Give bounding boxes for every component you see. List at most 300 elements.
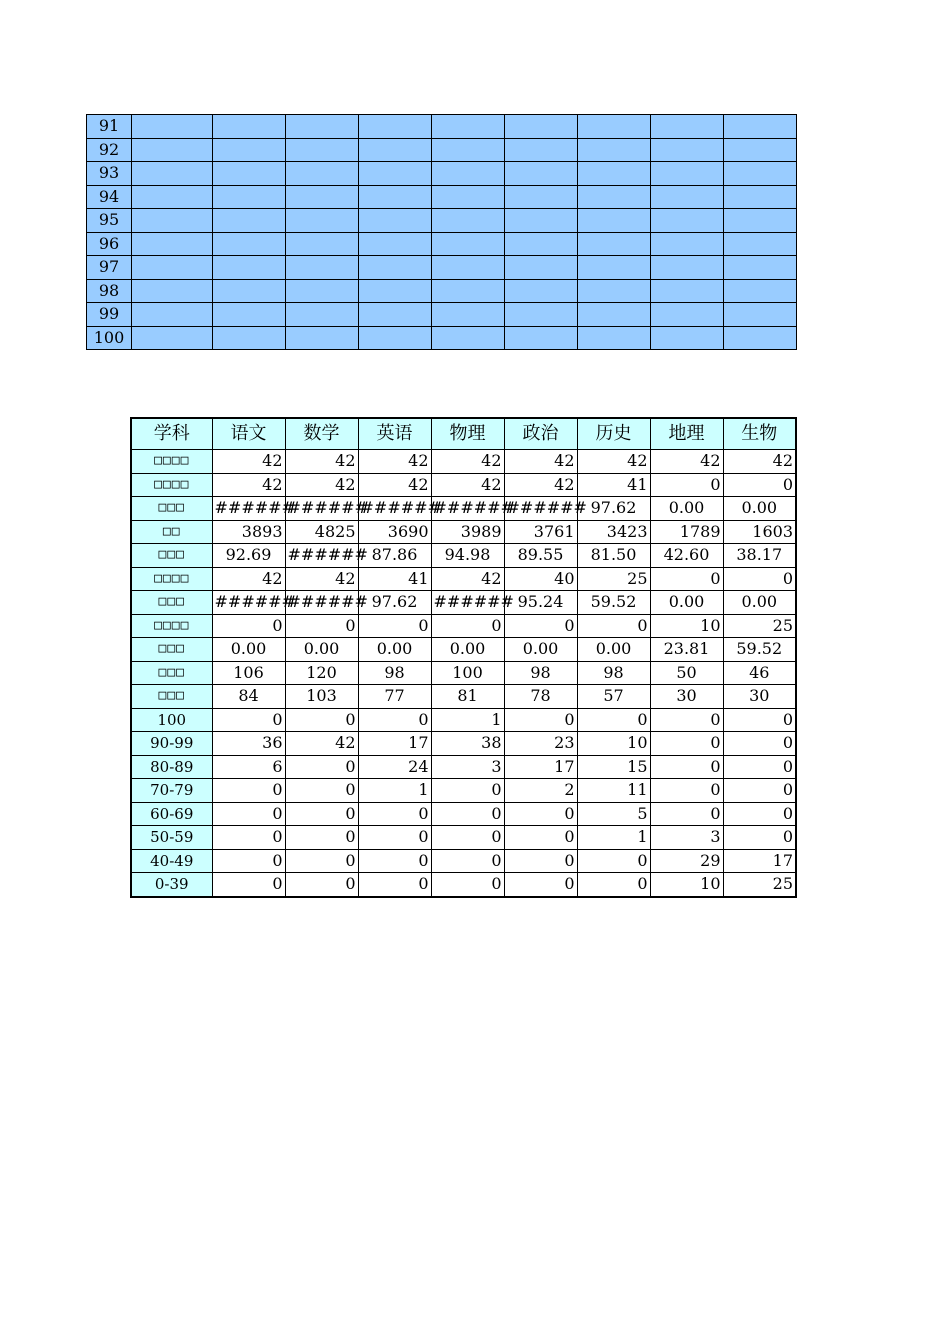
grid-cell[interactable] [505,279,578,303]
value-cell[interactable]: 98 [504,661,577,685]
value-cell[interactable]: 97.62 [358,591,431,615]
value-cell[interactable]: 0 [212,802,285,826]
value-cell[interactable]: ###### [212,497,285,521]
value-cell[interactable]: 0 [723,473,796,497]
value-cell[interactable]: 0.00 [358,638,431,662]
value-cell[interactable]: 1 [431,708,504,732]
grid-cell[interactable] [724,303,797,327]
value-cell[interactable]: ###### [212,591,285,615]
grid-row [87,256,797,280]
value-cell[interactable]: 0 [650,567,723,591]
value-cell[interactable]: 0 [358,802,431,826]
value-cell[interactable]: 42 [212,567,285,591]
value-cell[interactable]: 0 [577,849,650,873]
grid-cell[interactable] [724,279,797,303]
header-cell-subject[interactable]: 学科 [131,418,212,450]
value-cell[interactable]: 3893 [212,520,285,544]
value-cell[interactable]: 0 [212,614,285,638]
grid-cell[interactable] [651,162,724,186]
grid-cell[interactable] [724,326,797,350]
grid-cell[interactable] [578,209,651,233]
grid-cell[interactable] [432,115,505,139]
row-label-cell[interactable]: 80-89 [131,755,212,779]
value-cell[interactable]: 100 [431,661,504,685]
value-cell[interactable]: 42.60 [650,544,723,568]
grid-cell[interactable] [213,162,286,186]
value-cell[interactable]: 25 [723,873,796,897]
row-number-cell[interactable]: 98 [87,279,132,303]
value-cell[interactable]: 46 [723,661,796,685]
value-cell[interactable]: 77 [358,685,431,709]
value-cell[interactable]: 3989 [431,520,504,544]
grid-cell[interactable] [578,279,651,303]
grid-cell[interactable] [359,326,432,350]
value-cell[interactable]: ###### [285,497,358,521]
grid-cell[interactable] [286,162,359,186]
score-grid-body [87,115,797,350]
row-number-cell[interactable]: 93 [87,162,132,186]
value-cell[interactable]: 0 [431,614,504,638]
value-cell[interactable]: 0 [723,567,796,591]
grid-cell[interactable] [432,162,505,186]
header-cell[interactable]: 地理 [650,418,723,450]
value-cell[interactable]: 6 [212,755,285,779]
value-cell[interactable]: 0 [431,779,504,803]
grid-cell[interactable] [132,209,213,233]
grid-cell[interactable] [432,232,505,256]
value-cell[interactable]: 42 [212,473,285,497]
value-cell[interactable]: 0 [212,779,285,803]
value-cell[interactable]: 0 [285,755,358,779]
value-cell[interactable]: 23.81 [650,638,723,662]
grid-cell[interactable] [132,256,213,280]
value-cell[interactable]: ###### [285,591,358,615]
value-cell[interactable]: 81.50 [577,544,650,568]
value-cell[interactable]: 36 [212,732,285,756]
grid-cell[interactable] [213,209,286,233]
value-cell[interactable]: 42 [212,450,285,474]
value-cell[interactable]: 0 [431,873,504,897]
stats-row [131,779,796,803]
grid-cell[interactable] [286,232,359,256]
value-cell[interactable]: 3761 [504,520,577,544]
value-cell[interactable]: 120 [285,661,358,685]
value-cell[interactable]: 0 [431,826,504,850]
grid-cell[interactable] [286,209,359,233]
value-cell[interactable]: 41 [577,473,650,497]
grid-cell[interactable] [286,303,359,327]
value-cell[interactable]: 81 [431,685,504,709]
score-grid-table [86,114,797,350]
stats-row [131,497,796,521]
grid-cell[interactable] [724,209,797,233]
grid-cell[interactable] [432,256,505,280]
value-cell[interactable]: 0 [577,873,650,897]
value-cell[interactable]: 23 [504,732,577,756]
grid-cell[interactable] [286,138,359,162]
grid-cell[interactable] [651,279,724,303]
value-cell[interactable]: 30 [650,685,723,709]
value-cell[interactable]: 57 [577,685,650,709]
value-cell[interactable]: 0 [723,826,796,850]
value-cell[interactable]: 0 [504,708,577,732]
value-cell[interactable]: 25 [723,614,796,638]
grid-cell[interactable] [213,256,286,280]
grid-cell[interactable] [724,115,797,139]
grid-cell[interactable] [132,279,213,303]
value-cell[interactable]: 42 [285,567,358,591]
value-cell[interactable]: 0 [285,708,358,732]
value-cell[interactable]: 0 [358,614,431,638]
stats-row [131,614,796,638]
value-cell[interactable]: 42 [504,473,577,497]
grid-cell[interactable] [359,138,432,162]
header-cell[interactable]: 数学 [285,418,358,450]
value-cell[interactable]: 0 [723,779,796,803]
value-cell[interactable]: 98 [358,661,431,685]
grid-cell[interactable] [505,115,578,139]
grid-cell[interactable] [132,232,213,256]
row-label-cell[interactable]: □□□ [131,544,212,568]
stats-row [131,873,796,897]
grid-cell[interactable] [651,256,724,280]
value-cell[interactable]: ###### [431,591,504,615]
value-cell[interactable]: 0 [358,826,431,850]
grid-cell[interactable] [213,279,286,303]
row-label-cell[interactable]: □□□□ [131,614,212,638]
value-cell[interactable]: 0.00 [212,638,285,662]
value-cell[interactable]: 59.52 [577,591,650,615]
grid-cell[interactable] [132,185,213,209]
value-cell[interactable]: 0 [723,732,796,756]
grid-cell[interactable] [132,138,213,162]
value-cell[interactable]: 59.52 [723,638,796,662]
row-label-cell[interactable]: □□□ [131,497,212,521]
row-number-cell[interactable]: 94 [87,185,132,209]
row-label-cell[interactable]: □□□ [131,661,212,685]
grid-cell[interactable] [505,138,578,162]
value-cell[interactable]: 0.00 [504,638,577,662]
grid-cell[interactable] [724,185,797,209]
row-number-cell[interactable]: 92 [87,138,132,162]
value-cell[interactable]: 106 [212,661,285,685]
value-cell[interactable]: 0 [650,473,723,497]
value-cell[interactable]: 17 [504,755,577,779]
value-cell[interactable]: 1 [358,779,431,803]
value-cell[interactable]: 42 [577,450,650,474]
grid-cell[interactable] [359,303,432,327]
grid-cell[interactable] [651,138,724,162]
value-cell[interactable]: 17 [723,849,796,873]
grid-cell[interactable] [724,232,797,256]
value-cell[interactable]: 42 [723,450,796,474]
row-number-cell[interactable]: 95 [87,209,132,233]
grid-cell[interactable] [505,256,578,280]
grid-cell[interactable] [651,115,724,139]
value-cell[interactable]: 0 [358,849,431,873]
value-cell[interactable]: 17 [358,732,431,756]
value-cell[interactable]: 42 [358,450,431,474]
value-cell[interactable]: 3 [431,755,504,779]
value-cell[interactable]: 24 [358,755,431,779]
value-cell[interactable]: 42 [285,732,358,756]
value-cell[interactable]: 103 [285,685,358,709]
grid-cell[interactable] [432,326,505,350]
value-cell[interactable]: 41 [358,567,431,591]
grid-cell[interactable] [213,232,286,256]
row-label-cell[interactable]: □□□□ [131,567,212,591]
value-cell[interactable]: 0.00 [431,638,504,662]
row-label-cell[interactable]: □□ [131,520,212,544]
value-cell[interactable]: 0.00 [650,497,723,521]
row-label-cell[interactable]: 40-49 [131,849,212,873]
value-cell[interactable]: 42 [358,473,431,497]
row-label-cell[interactable]: □□□□ [131,473,212,497]
grid-cell[interactable] [286,185,359,209]
grid-cell[interactable] [359,185,432,209]
grid-cell[interactable] [651,326,724,350]
value-cell[interactable]: 0 [504,826,577,850]
grid-cell[interactable] [132,115,213,139]
grid-cell[interactable] [505,209,578,233]
row-label-cell[interactable]: □□□□ [131,450,212,474]
header-cell[interactable]: 历史 [577,418,650,450]
row-label-cell[interactable]: 60-69 [131,802,212,826]
header-cell[interactable]: 政治 [504,418,577,450]
header-row [131,418,796,450]
grid-cell[interactable] [505,303,578,327]
value-cell[interactable]: 38 [431,732,504,756]
grid-cell[interactable] [505,162,578,186]
value-cell[interactable]: 42 [431,567,504,591]
value-cell[interactable]: 0 [358,708,431,732]
grid-cell[interactable] [505,326,578,350]
grid-cell[interactable] [286,326,359,350]
grid-cell[interactable] [578,326,651,350]
grid-row [87,185,797,209]
value-cell[interactable]: 10 [650,873,723,897]
stats-row [131,826,796,850]
row-number-cell[interactable]: 100 [87,326,132,350]
grid-cell[interactable] [578,138,651,162]
grid-cell[interactable] [578,185,651,209]
value-cell[interactable]: 42 [431,450,504,474]
row-number-cell[interactable]: 91 [87,115,132,139]
grid-cell[interactable] [651,209,724,233]
header-cell[interactable]: 语文 [212,418,285,450]
value-cell[interactable]: 92.69 [212,544,285,568]
grid-cell[interactable] [359,256,432,280]
value-cell[interactable]: 0 [723,802,796,826]
value-cell[interactable]: 0 [212,849,285,873]
subject-stats-table [130,417,797,898]
value-cell[interactable]: 0 [577,614,650,638]
grid-cell[interactable] [432,279,505,303]
value-cell[interactable]: 0 [577,708,650,732]
row-number-cell[interactable]: 97 [87,256,132,280]
value-cell[interactable]: ###### [285,544,358,568]
value-cell[interactable]: 40 [504,567,577,591]
value-cell[interactable]: 0.00 [723,497,796,521]
header-cell[interactable]: 生物 [723,418,796,450]
grid-row [87,326,797,350]
value-cell[interactable]: 95.24 [504,591,577,615]
row-label-cell[interactable]: 70-79 [131,779,212,803]
row-number-cell[interactable]: 99 [87,303,132,327]
stats-row [131,661,796,685]
value-cell[interactable]: 0 [285,802,358,826]
value-cell[interactable]: 0 [504,873,577,897]
stats-row [131,732,796,756]
grid-cell[interactable] [651,232,724,256]
header-cell[interactable]: 英语 [358,418,431,450]
value-cell[interactable]: 0 [285,614,358,638]
row-number-cell[interactable]: 96 [87,232,132,256]
grid-cell[interactable] [213,115,286,139]
value-cell[interactable]: 11 [577,779,650,803]
row-label-cell[interactable]: □□□ [131,591,212,615]
value-cell[interactable]: 94.98 [431,544,504,568]
value-cell[interactable]: 87.86 [358,544,431,568]
grid-cell[interactable] [213,326,286,350]
grid-row [87,232,797,256]
value-cell[interactable]: 42 [650,450,723,474]
value-cell[interactable]: 42 [285,450,358,474]
grid-cell[interactable] [724,138,797,162]
value-cell[interactable]: 0 [650,802,723,826]
value-cell[interactable]: 0 [723,708,796,732]
stats-row [131,755,796,779]
grid-cell[interactable] [286,279,359,303]
value-cell[interactable]: 0.00 [285,638,358,662]
grid-cell[interactable] [213,138,286,162]
row-label-cell[interactable]: 0-39 [131,873,212,897]
grid-cell[interactable] [132,303,213,327]
value-cell[interactable]: 0.00 [577,638,650,662]
value-cell[interactable]: ###### [504,497,577,521]
value-cell[interactable]: 0 [650,708,723,732]
value-cell[interactable]: 78 [504,685,577,709]
grid-cell[interactable] [132,326,213,350]
value-cell[interactable]: 42 [504,450,577,474]
grid-cell[interactable] [432,185,505,209]
grid-cell[interactable] [359,162,432,186]
value-cell[interactable]: 1 [577,826,650,850]
grid-cell[interactable] [359,115,432,139]
value-cell[interactable]: 10 [577,732,650,756]
value-cell[interactable]: 0 [650,755,723,779]
value-cell[interactable]: 3690 [358,520,431,544]
grid-cell[interactable] [132,162,213,186]
value-cell[interactable]: 3423 [577,520,650,544]
row-label-cell[interactable]: 50-59 [131,826,212,850]
value-cell[interactable]: 30 [723,685,796,709]
grid-cell[interactable] [651,185,724,209]
value-cell[interactable]: 25 [577,567,650,591]
value-cell[interactable]: 1603 [723,520,796,544]
value-cell[interactable]: 0 [212,826,285,850]
grid-cell[interactable] [578,162,651,186]
value-cell[interactable]: 0 [212,873,285,897]
grid-cell[interactable] [578,232,651,256]
row-label-cell[interactable]: 90-99 [131,732,212,756]
grid-cell[interactable] [578,303,651,327]
value-cell[interactable]: 0 [285,826,358,850]
value-cell[interactable]: 0 [504,614,577,638]
grid-cell[interactable] [213,185,286,209]
value-cell[interactable]: 2 [504,779,577,803]
value-cell[interactable]: 42 [285,473,358,497]
grid-cell[interactable] [286,256,359,280]
value-cell[interactable]: 0.00 [723,591,796,615]
grid-cell[interactable] [724,256,797,280]
stats-row [131,591,796,615]
value-cell[interactable]: 0.00 [650,591,723,615]
stats-row [131,849,796,873]
value-cell[interactable]: 0 [358,873,431,897]
value-cell[interactable]: 10 [650,614,723,638]
grid-cell[interactable] [432,209,505,233]
value-cell[interactable]: 0 [212,708,285,732]
grid-cell[interactable] [724,162,797,186]
value-cell[interactable]: 38.17 [723,544,796,568]
grid-cell[interactable] [651,303,724,327]
value-cell[interactable]: 42 [431,473,504,497]
value-cell[interactable]: ###### [358,497,431,521]
value-cell[interactable]: ###### [431,497,504,521]
grid-cell[interactable] [432,138,505,162]
value-cell[interactable]: 29 [650,849,723,873]
grid-cell[interactable] [578,256,651,280]
value-cell[interactable]: 0 [431,849,504,873]
value-cell[interactable]: 89.55 [504,544,577,568]
grid-cell[interactable] [359,232,432,256]
value-cell[interactable]: 97.62 [577,497,650,521]
value-cell[interactable]: 4825 [285,520,358,544]
value-cell[interactable]: 98 [577,661,650,685]
value-cell[interactable]: 15 [577,755,650,779]
grid-cell[interactable] [359,209,432,233]
grid-row [87,138,797,162]
value-cell[interactable]: 0 [431,802,504,826]
value-cell[interactable]: 0 [650,732,723,756]
row-label-cell[interactable]: □□□ [131,638,212,662]
value-cell[interactable]: 0 [285,849,358,873]
grid-cell[interactable] [432,303,505,327]
header-cell[interactable]: 物理 [431,418,504,450]
value-cell[interactable]: 5 [577,802,650,826]
value-cell[interactable]: 1789 [650,520,723,544]
grid-row [87,209,797,233]
row-label-cell[interactable]: □□□ [131,685,212,709]
value-cell[interactable]: 3 [650,826,723,850]
value-cell[interactable]: 0 [723,755,796,779]
value-cell[interactable]: 0 [285,873,358,897]
value-cell[interactable]: 0 [504,849,577,873]
value-cell[interactable]: 0 [285,779,358,803]
value-cell[interactable]: 84 [212,685,285,709]
value-cell[interactable]: 0 [650,779,723,803]
value-cell[interactable]: 50 [650,661,723,685]
grid-cell[interactable] [505,232,578,256]
value-cell[interactable]: 0 [504,802,577,826]
grid-cell[interactable] [505,185,578,209]
grid-cell[interactable] [578,115,651,139]
row-label-cell[interactable]: 100 [131,708,212,732]
grid-cell[interactable] [213,303,286,327]
grid-cell[interactable] [286,115,359,139]
grid-cell[interactable] [359,279,432,303]
